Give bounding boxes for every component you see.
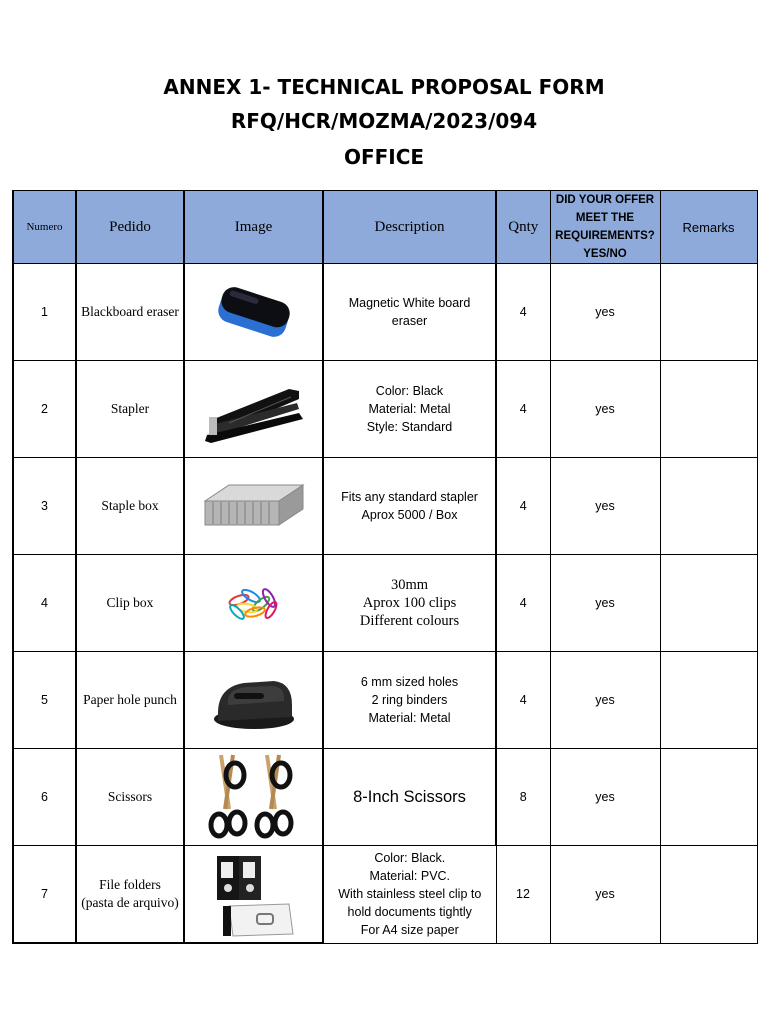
col-header-remarks: Remarks bbox=[660, 191, 757, 264]
cell-qnty: 8 bbox=[496, 749, 550, 846]
cell-pedido: Staple box bbox=[76, 458, 184, 555]
section-title: OFFICE bbox=[343, 145, 425, 169]
table-row bbox=[13, 555, 757, 652]
hole-punch-image bbox=[184, 652, 323, 749]
cell-remarks bbox=[660, 846, 757, 944]
cell-description: 6 mm sized holes 2 ring binders Material: Metal bbox=[323, 652, 496, 749]
cell-description: 30mm Aprox 100 clips Different colours bbox=[323, 555, 496, 652]
cell-description: 8-Inch Scissors bbox=[323, 749, 496, 846]
table-row bbox=[13, 264, 757, 361]
cell-numero: 2 bbox=[13, 361, 76, 458]
cell-pedido: Scissors bbox=[76, 749, 184, 846]
cell-qnty: 12 bbox=[496, 846, 550, 944]
cell-numero: 4 bbox=[13, 555, 76, 652]
cell-numero: 6 bbox=[13, 749, 76, 846]
cell-remarks bbox=[660, 458, 757, 555]
cell-description: Fits any standard stapler Aprox 5000 / Box bbox=[323, 458, 496, 555]
cell-offer: yes bbox=[550, 652, 660, 749]
cell-description: Magnetic White board eraser bbox=[323, 264, 496, 361]
cell-offer: yes bbox=[550, 749, 660, 846]
cell-qnty: 4 bbox=[496, 361, 550, 458]
document-header bbox=[0, 70, 768, 174]
cell-numero: 5 bbox=[13, 652, 76, 749]
cell-remarks bbox=[660, 264, 757, 361]
technical-proposal-table bbox=[12, 190, 758, 944]
cell-qnty: 4 bbox=[496, 264, 550, 361]
cell-pedido: Clip box bbox=[76, 555, 184, 652]
cell-pedido: File folders (pasta de arquivo) bbox=[76, 846, 184, 944]
col-header-image: Image bbox=[184, 191, 323, 264]
cell-offer: yes bbox=[550, 555, 660, 652]
cell-numero: 7 bbox=[13, 846, 76, 944]
cell-offer: yes bbox=[550, 264, 660, 361]
cell-pedido: Paper hole punch bbox=[76, 652, 184, 749]
col-header-numero: Numero bbox=[13, 191, 76, 264]
table-row bbox=[13, 749, 757, 846]
col-header-offer: DID YOUR OFFER MEET THE REQUIREMENTS? YES/NO bbox=[550, 191, 660, 264]
table-row bbox=[13, 458, 757, 555]
table-header-row bbox=[13, 191, 757, 264]
cell-qnty: 4 bbox=[496, 555, 550, 652]
cell-offer: yes bbox=[550, 458, 660, 555]
cell-pedido: Blackboard eraser bbox=[76, 264, 184, 361]
cell-remarks bbox=[660, 749, 757, 846]
cell-qnty: 4 bbox=[496, 652, 550, 749]
cell-remarks bbox=[660, 555, 757, 652]
stapler-image bbox=[184, 361, 323, 458]
paper-clips-image bbox=[184, 555, 323, 652]
staples-image bbox=[184, 458, 323, 555]
eraser-image bbox=[184, 264, 323, 361]
cell-offer: yes bbox=[550, 361, 660, 458]
cell-offer: yes bbox=[550, 846, 660, 944]
table-row bbox=[13, 361, 757, 458]
cell-description: Color: Black. Material: PVC. With stainless steel clip to hold documents tightly For A4 size paper bbox=[323, 846, 496, 944]
cell-numero: 3 bbox=[13, 458, 76, 555]
cell-qnty: 4 bbox=[496, 458, 550, 555]
table-row bbox=[13, 846, 757, 944]
table-row bbox=[13, 652, 757, 749]
scissors-image bbox=[184, 749, 323, 846]
col-header-description: Description bbox=[323, 191, 496, 264]
cell-remarks bbox=[660, 361, 757, 458]
document-title: ANNEX 1- TECHNICAL PROPOSAL FORM bbox=[163, 75, 605, 99]
cell-pedido: Stapler bbox=[76, 361, 184, 458]
rfq-reference: RFQ/HCR/MOZMA/2023/094 bbox=[230, 109, 538, 133]
cell-numero: 1 bbox=[13, 264, 76, 361]
col-header-qnty: Qnty bbox=[496, 191, 550, 264]
col-header-pedido: Pedido bbox=[76, 191, 184, 264]
cell-remarks bbox=[660, 652, 757, 749]
file-folders-image bbox=[184, 846, 323, 944]
cell-description: Color: Black Material: Metal Style: Standard bbox=[323, 361, 496, 458]
